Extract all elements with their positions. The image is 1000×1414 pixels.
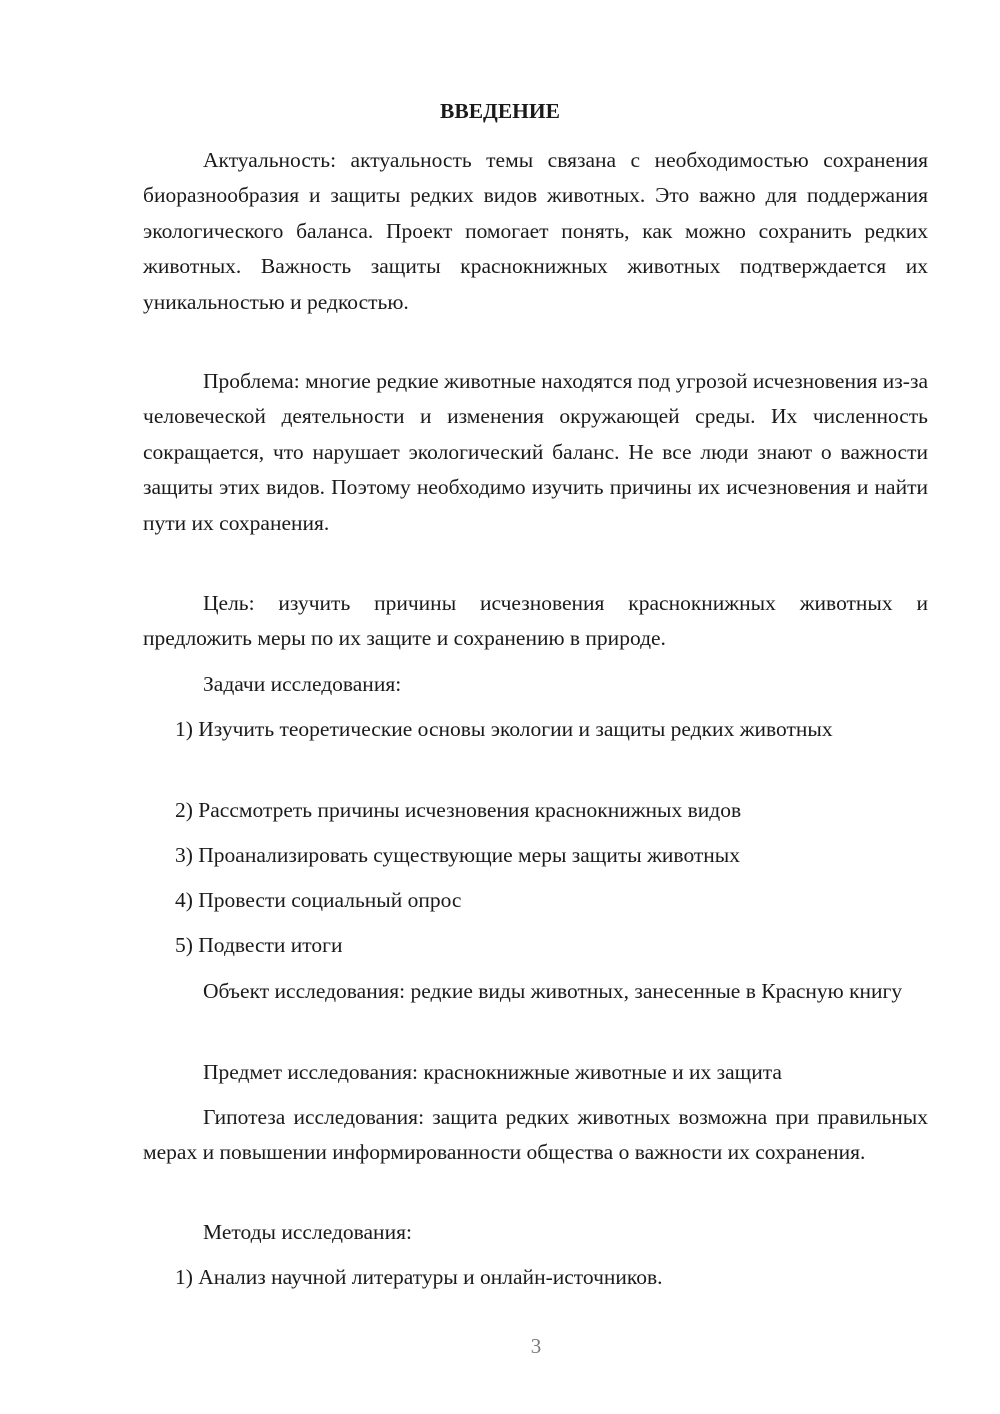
paragraph-object: Объект исследования: редкие виды животных, занесенные в Красную книгу: [203, 979, 903, 1003]
paragraph-relevance: Актуальность: актуальность темы связана с необходимостью сохранения биоразнообразия и защиты редких видов животных. Это важно для поддержания экологического баланса. Проект помогает понять, как можно сохранить редких животных. Важность защиты краснокнижных животных подтверждается их уникальностью и редкостью.: [143, 148, 928, 314]
tasks-heading: Задачи исследования:: [203, 672, 402, 696]
task-item: 2) Рассмотреть причины исчезновения краснокнижных видов: [175, 798, 742, 822]
task-item: 4) Провести социальный опрос: [175, 888, 462, 912]
paragraph-subject: Предмет исследования: краснокнижные животные и их защита: [203, 1060, 782, 1084]
methods-heading: Методы исследования:: [203, 1220, 412, 1244]
task-item: 1) Изучить теоретические основы экологии и защиты редких животных: [175, 717, 833, 741]
page-number: 3: [530, 1334, 542, 1358]
task-item: 3) Проанализировать существующие меры защиты животных: [175, 843, 741, 867]
section-title: ВВЕДЕНИЕ: [440, 99, 560, 123]
paragraph-goal: Цель: изучить причины исчезновения краснокнижных животных и предложить меры по их защите и сохранению в природе.: [143, 591, 928, 651]
paragraph-problem: Проблема: многие редкие животные находятся под угрозой исчезновения из-за человеческой деятельности и изменения окружающей среды. Их численность сокращается, что нарушает экологический баланс. Не все люди знают о важности защиты этих видов. Поэтому необходимо изучить причины их исчезновения и найти пути их сохранения.: [143, 369, 928, 535]
method-item: 1) Анализ научной литературы и онлайн-источников.: [175, 1265, 663, 1289]
task-item: 5) Подвести итоги: [175, 933, 343, 957]
paragraph-hypothesis: Гипотеза исследования: защита редких животных возможна при правильных мерах и повышении информированности общества о важности их сохранения.: [143, 1105, 928, 1165]
